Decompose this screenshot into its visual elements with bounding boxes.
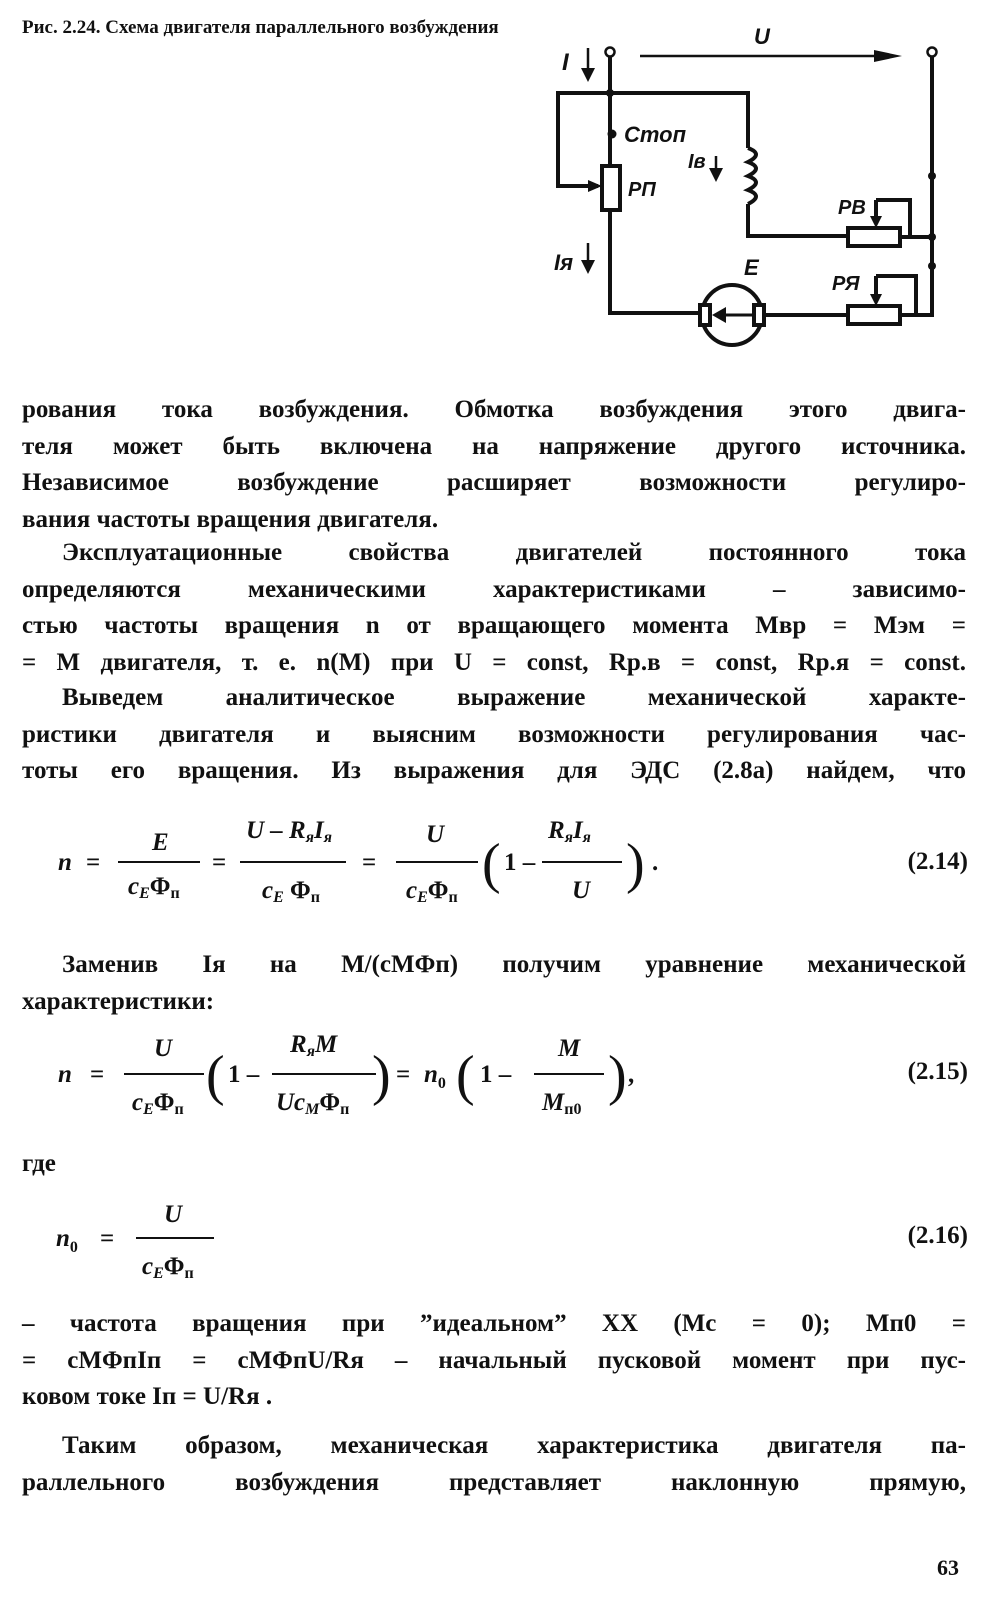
paragraph-5 xyxy=(22,1146,966,1183)
svg-text:(: ( xyxy=(482,833,501,895)
label-current-i: I xyxy=(562,49,569,76)
text-line: стью частоты вращения n от вращающего момента Mвр = Mэм = xyxy=(22,612,966,639)
svg-text:n0: $n_0$ xyxy=(424,1061,446,1092)
svg-text:Mп0: Mп0 xyxy=(542,1089,582,1118)
text-line: Таким образом, механическая характеристика двигателя па- xyxy=(62,1432,966,1459)
svg-text:=: = xyxy=(100,1225,115,1252)
text-line: Независимое возбуждение расширяет возможности регулиро- xyxy=(22,469,966,496)
equation-number: (2.14) xyxy=(907,848,968,875)
text-line: = M двигателя, т. е. n(M) при U = const, Rр.в = const, Rр.я = const. xyxy=(22,648,966,676)
svg-text:.: . xyxy=(652,849,659,876)
label-ia: Iя xyxy=(554,250,574,275)
svg-text:cEΦп: cEΦп xyxy=(406,877,458,906)
label-e: E xyxy=(744,255,759,280)
text-line: вания частоты вращения двигателя. xyxy=(22,505,439,533)
svg-text:cE Φп: cE Φп xyxy=(262,877,320,906)
paragraph-4 xyxy=(22,947,966,1020)
svg-text:=: = xyxy=(86,849,101,876)
text-line: где xyxy=(22,1150,56,1177)
paragraph-3 xyxy=(22,680,966,790)
svg-text:E: E xyxy=(152,829,169,856)
page-number: 63 xyxy=(937,1555,959,1580)
text-line: теля может быть включена на напряжение другого источника. xyxy=(22,432,966,460)
svg-text:(: ( xyxy=(206,1045,225,1107)
svg-text:UcMΦп: UcMΦп xyxy=(276,1089,350,1118)
svg-text:RяIя: RяIя xyxy=(548,817,591,846)
paragraph-1 xyxy=(22,392,966,538)
svg-text:): ) xyxy=(626,833,645,895)
svg-text:U – RяIя: U – RяIя xyxy=(246,817,332,846)
text-line: Эксплуатационные свойства двигателей постоянного тока xyxy=(62,539,966,566)
label-rv: РВ xyxy=(838,197,866,219)
svg-text:U: U xyxy=(572,877,591,904)
text-line: = cMΦпIп = cMΦпU/Rя – начальный пусковой момент при пус- xyxy=(22,1346,966,1374)
text-line: раллельного возбуждения представляет наклонную прямую, xyxy=(22,1468,966,1496)
label-ra: РЯ xyxy=(832,273,860,295)
text-line: Заменив Iя на M/(cMΦп) получим уравнение механической xyxy=(62,951,966,978)
paragraph-6 xyxy=(22,1306,966,1416)
text-line: Выведем аналитическое выражение механической характе- xyxy=(62,684,966,711)
svg-text:n: n xyxy=(58,1061,72,1088)
text-line: – частота вращения при ”идеальном” XX (Mс = 0); Mп0 = xyxy=(22,1310,966,1337)
equation-2-15 xyxy=(0,1022,1004,1126)
label-stop: Стоп xyxy=(624,122,687,147)
equation-number: (2.16) xyxy=(907,1222,968,1249)
svg-text:): ) xyxy=(372,1045,391,1107)
label-voltage-u: U xyxy=(754,24,770,49)
svg-text:1 –: 1 – xyxy=(480,1061,512,1088)
text-line: рования тока возбуждения. Обмотка возбуждения этого двига- xyxy=(22,396,966,423)
svg-text:M: M xyxy=(558,1035,581,1062)
svg-text:cEΦп: cEΦп xyxy=(132,1089,184,1118)
text-line: ристики двигателя и выясним возможности регулирования час- xyxy=(22,720,966,748)
equation-2-14 xyxy=(0,808,1004,918)
svg-text:n: n xyxy=(58,849,72,876)
circuit-diagram xyxy=(540,18,960,358)
paragraph-2 xyxy=(22,535,966,681)
svg-text:1 –: 1 – xyxy=(504,849,536,876)
figure-caption: Рис. 2.24. Схема двигателя параллельного возбуждения xyxy=(22,17,499,38)
svg-text:1 –: 1 – xyxy=(228,1061,260,1088)
svg-text:=: = xyxy=(212,849,227,876)
label-rp: РП xyxy=(628,179,656,201)
svg-text:n0: $n_0$ xyxy=(56,1225,78,1256)
svg-text:U: U xyxy=(426,821,445,848)
svg-text:=: = xyxy=(362,849,377,876)
svg-text:=: = xyxy=(396,1061,411,1088)
text-line: тоты его вращения. Из выражения для ЭДС (2.8а) найдем, что xyxy=(22,757,966,784)
text-line: ковом токе Iп = U/Rя . xyxy=(22,1383,273,1410)
paragraph-7 xyxy=(22,1428,966,1501)
text-line: определяются механическими характеристиками – зависимо- xyxy=(22,575,966,603)
text-line: характеристики: xyxy=(22,987,215,1015)
svg-text:RяM: RяM xyxy=(290,1031,338,1060)
equation-2-16 xyxy=(0,1194,1004,1290)
label-ib: Iв xyxy=(688,151,706,173)
svg-text:): ) xyxy=(608,1045,627,1107)
svg-text:U: U xyxy=(154,1035,173,1062)
svg-text:cEΦп: cEΦп xyxy=(128,873,180,902)
svg-text:(: ( xyxy=(456,1045,475,1107)
svg-text:U: U xyxy=(164,1201,183,1228)
svg-text:cEΦп: cEΦп xyxy=(142,1253,194,1282)
svg-text:,: , xyxy=(628,1061,635,1088)
equation-number: (2.15) xyxy=(907,1058,968,1085)
svg-text:=: = xyxy=(90,1061,105,1088)
